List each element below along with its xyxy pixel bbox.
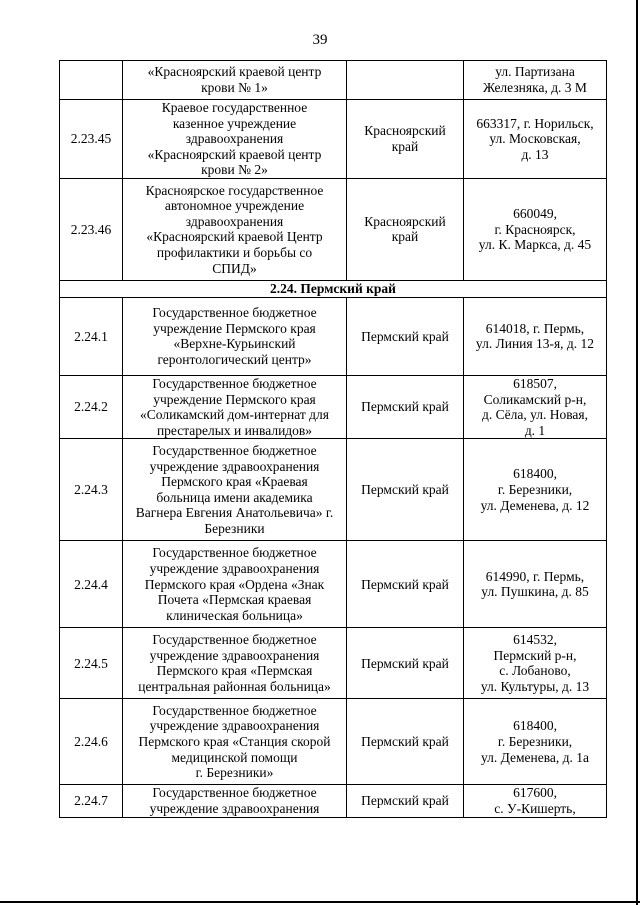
cell-line: здравоохранения [185, 131, 284, 147]
cell-line: Вагнера Евгения Анатольевича» г. [135, 505, 334, 521]
scan-border-bottom [0, 901, 640, 903]
cell-line: ул. К. Маркса, д. 45 [478, 237, 592, 253]
organization-name [123, 375, 347, 438]
cell-line: г. Красноярск, [494, 221, 576, 237]
address [464, 699, 607, 785]
cell-line: г. Березники, [497, 482, 573, 498]
cell-line: Государственное бюджетное [152, 785, 317, 801]
cell-line: учреждение Пермского края [153, 320, 316, 336]
address [464, 297, 607, 375]
table-row [60, 375, 607, 438]
organization-name [123, 297, 347, 375]
row-number: 2.24.4 [60, 541, 123, 628]
cell-line: 618400, [513, 718, 557, 734]
cell-line: учреждение здравоохранения [149, 560, 320, 576]
cell-line: «Красноярский краевой центр [147, 64, 322, 80]
cell-line: «Соликамский дом-интернат для [140, 407, 329, 423]
organization-name [123, 785, 347, 817]
cell-line: учреждение здравоохранения [149, 458, 320, 474]
address [464, 439, 607, 541]
region [347, 297, 464, 375]
cell-line: СПИД» [212, 260, 257, 276]
cell-line: ул. Пушкина, д. 85 [481, 584, 589, 600]
row-number: 2.24.5 [60, 628, 123, 699]
cell-line: медицинской помощи [171, 749, 298, 765]
row-number: 2.23.45 [60, 100, 123, 179]
page-number: 39 [312, 32, 328, 48]
region [347, 178, 464, 280]
cell-line: Государственное бюджетное [152, 702, 317, 718]
cell-line: клиническая больница» [166, 607, 303, 623]
region [347, 439, 464, 541]
cell-line: профилактики и борьбы со [156, 245, 313, 261]
region [347, 699, 464, 785]
cell-line: Пермский край [361, 655, 449, 671]
organization-name [123, 541, 347, 628]
region [347, 785, 464, 817]
row-number: 2.24.3 [60, 439, 123, 541]
organization-name [123, 439, 347, 541]
organization-name [123, 628, 347, 699]
cell-line: 618507, [513, 375, 557, 391]
cell-line: центральная районная больница» [138, 678, 331, 694]
table-row [60, 628, 607, 699]
cell-line: учреждение Пермского края [153, 391, 316, 407]
region [347, 541, 464, 628]
table-row [60, 439, 607, 541]
cell-line: 617600, [513, 785, 557, 801]
cell-line: Пермского края «Краевая [161, 474, 308, 490]
cell-line: ул. Деменева, д. 1а [480, 749, 590, 765]
cell-line: Пермский край [361, 734, 449, 750]
region [347, 100, 464, 179]
organization-name [123, 178, 347, 280]
row-number: 2.24.1 [60, 297, 123, 375]
row-number: 2.24.7 [60, 785, 123, 817]
cell-line: геронтологический центр» [157, 352, 312, 368]
cell-line: 663317, г. Норильск, [476, 115, 594, 131]
cell-line: край [391, 138, 419, 154]
region [347, 61, 464, 100]
cell-line: казенное учреждение [172, 115, 297, 131]
cell-line: Красноярское государственное [145, 182, 324, 198]
cell-line: Почета «Пермская краевая [157, 592, 312, 608]
cell-line: д. 13 [521, 146, 549, 162]
cell-line: автономное учреждение [164, 198, 305, 214]
organization-name [123, 61, 347, 100]
cell-line: учреждение здравоохранения [149, 800, 320, 816]
cell-line: Березники [204, 521, 265, 537]
cell-line: «Красноярский краевой центр [147, 146, 322, 162]
cell-line: Пермский край [361, 793, 449, 809]
address [464, 375, 607, 438]
cell-line: д. 1 [524, 422, 546, 438]
cell-line: больница имени академика [156, 489, 313, 505]
cell-line: престарелых и инвалидов» [156, 422, 313, 438]
table-row [60, 297, 607, 375]
row-number: 2.24.2 [60, 375, 123, 438]
cell-line: Красноярский [364, 213, 446, 229]
cell-line: учреждение здравоохранения [149, 647, 320, 663]
cell-line: Соликамский р-н, [483, 391, 587, 407]
cell-line: Государственное бюджетное [152, 375, 317, 391]
cell-line: 614018, г. Пермь, [485, 320, 585, 336]
cell-line: Пермский край [361, 482, 449, 498]
scan-border-right [636, 0, 638, 905]
table-row [60, 100, 607, 179]
table-row [60, 785, 607, 817]
cell-line: учреждение здравоохранения [149, 718, 320, 734]
cell-line: 660049, [513, 206, 557, 222]
table-row [60, 178, 607, 280]
cell-line: с. Лобаново, [499, 663, 571, 679]
table-row [60, 541, 607, 628]
row-number: 2.23.46 [60, 178, 123, 280]
cell-line: крови № 1» [201, 80, 268, 95]
cell-line: ул. Деменева, д. 12 [480, 497, 590, 513]
cell-line: «Красноярский краевой Центр [146, 229, 323, 245]
cell-line: Пермский край [361, 576, 449, 592]
cell-line: Пермского края «Пермская [156, 663, 313, 679]
address [464, 785, 607, 817]
address [464, 541, 607, 628]
cell-line: г. Березники» [195, 765, 274, 781]
address [464, 178, 607, 280]
region [347, 375, 464, 438]
cell-line: ул. Линия 13-я, д. 12 [475, 336, 595, 352]
institutions-table [59, 60, 607, 818]
cell-line: 614532, [513, 632, 557, 648]
cell-line: крови № 2» [201, 162, 268, 178]
cell-line: Государственное бюджетное [152, 443, 317, 459]
row-number [60, 61, 123, 100]
cell-line: Пермский край [361, 328, 449, 344]
cell-line: д. Сёла, ул. Новая, [481, 407, 588, 423]
region [347, 628, 464, 699]
section-header-row [60, 280, 607, 297]
cell-line: 614990, г. Пермь, [485, 568, 585, 584]
address [464, 100, 607, 179]
row-number: 2.24.6 [60, 699, 123, 785]
cell-line: Государственное бюджетное [152, 305, 317, 321]
address [464, 628, 607, 699]
cell-line: Пермский край [361, 399, 449, 415]
cell-line: здравоохранения [185, 213, 284, 229]
cell-line: Государственное бюджетное [152, 632, 317, 648]
cell-line: с. У-Кишерть, [494, 800, 576, 816]
cell-line: Краевое государственное [161, 100, 308, 115]
cell-line: Железняка, д. 3 М [483, 80, 587, 95]
cell-line: ул. Партизана [495, 64, 575, 80]
address [464, 61, 607, 100]
cell-line: ул. Московская, [489, 131, 581, 147]
cell-line: Государственное бюджетное [152, 545, 317, 561]
cell-line: г. Березники, [497, 734, 573, 750]
organization-name [123, 100, 347, 179]
cell-line: Пермского края «Станция скорой [138, 734, 331, 750]
table-row [60, 699, 607, 785]
cell-line: ул. Культуры, д. 13 [480, 678, 590, 694]
cell-line: Пермский р-н, [493, 647, 577, 663]
cell-line: 618400, [513, 466, 557, 482]
table-row [60, 61, 607, 100]
section-title: 2.24. Пермский край [60, 280, 607, 297]
cell-line: Пермского края «Ордена «Знак [144, 576, 325, 592]
cell-line: «Верхне-Курьинский [173, 336, 296, 352]
cell-line: Красноярский [364, 123, 446, 139]
organization-name [123, 699, 347, 785]
cell-line: край [391, 229, 419, 245]
